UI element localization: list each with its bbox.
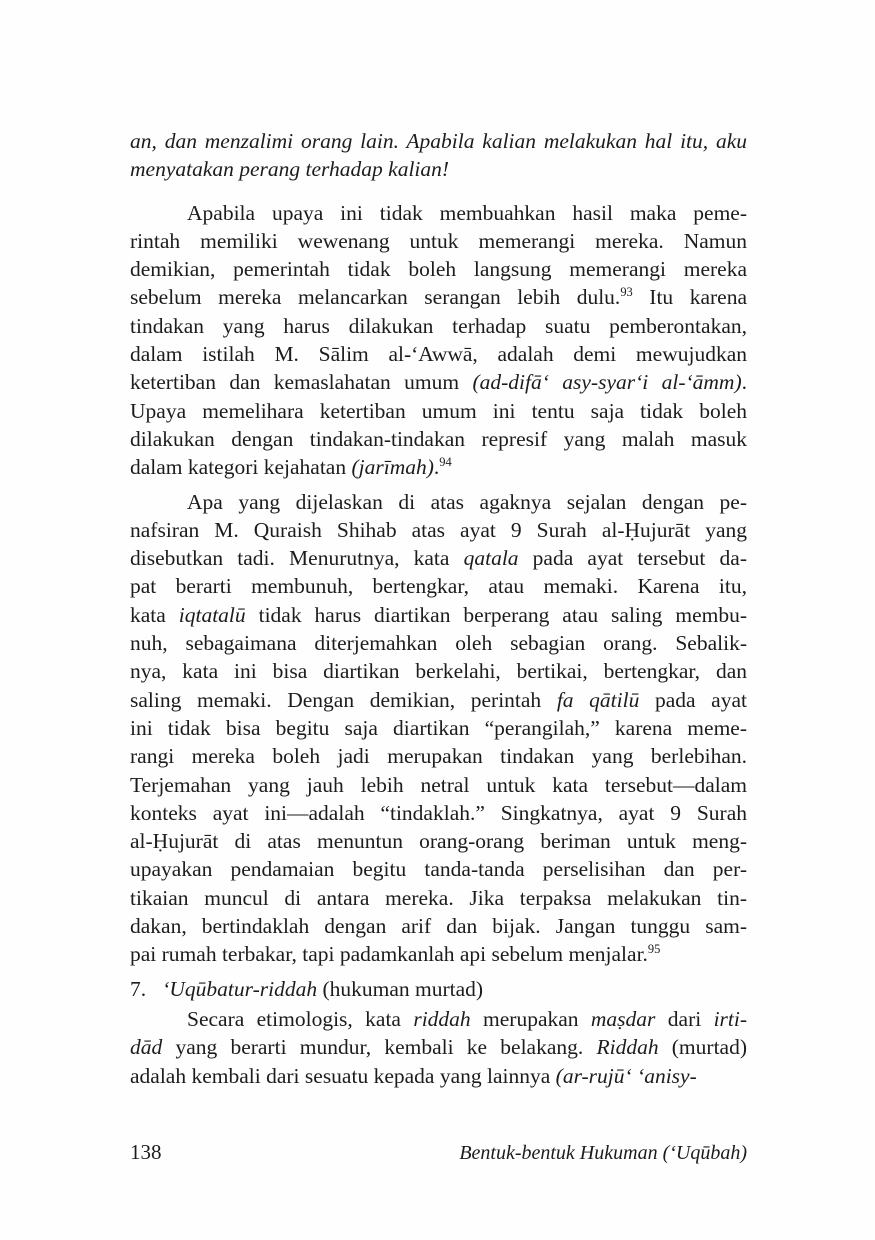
footnote-ref: 94 — [439, 455, 452, 470]
text-line — [130, 827, 747, 855]
text-segment: yang berarti mundur, kembali ke belakang. — [162, 1035, 597, 1060]
text-line — [130, 884, 747, 912]
text-line — [130, 1062, 747, 1090]
text-segment: demikian, pemerintah tidak boleh langsung memerangi mereka — [130, 257, 747, 282]
text-segment: kata — [130, 602, 179, 627]
text-line — [130, 516, 747, 544]
text-segment: nafsiran M. Quraish Shihab atas ayat 9 Surah al-Ḥujurāt yang — [130, 517, 747, 542]
text-line — [130, 255, 747, 283]
paragraph-pemberontakan — [130, 199, 747, 482]
text-line — [130, 544, 747, 572]
text-line — [130, 975, 747, 1003]
text-segment: rangi mereka boleh jadi merupakan tindakan yang berlebihan. — [130, 744, 747, 769]
paragraph-quraish-shihab — [130, 488, 747, 969]
text-line — [130, 912, 747, 940]
text-line — [130, 572, 747, 600]
text-line — [130, 771, 747, 799]
text-segment: tikaian muncul di antara mereka. Jika terpaksa melakukan tin- — [130, 885, 747, 910]
text-line — [130, 368, 747, 396]
text-column — [130, 127, 747, 1090]
paragraph-riddah-etimologi — [130, 1005, 747, 1090]
section-heading-uqubatur-riddah — [130, 975, 747, 1003]
italic-term: (jarīmah) — [351, 455, 434, 480]
italic-term: ‘Uqūbatur-riddah — [162, 976, 318, 1001]
text-line — [130, 742, 747, 770]
text-segment: al-Ḥujurāt di atas menuntun orang-orang beriman untuk meng- — [130, 829, 747, 854]
text-line — [130, 1005, 747, 1033]
text-segment: pai rumah terbakar, tapi padamkanlah api sebelum menjalar. — [130, 942, 648, 967]
text-line — [130, 488, 747, 516]
text-segment: (murtad) — [658, 1035, 747, 1060]
text-segment: menyatakan perang terhadap kalian! — [130, 157, 450, 182]
text-line — [130, 283, 747, 311]
page-number: 138 — [130, 1140, 162, 1164]
quote-continuation — [130, 127, 747, 184]
page-footer — [130, 1140, 747, 1165]
text-segment: nuh, sebagaimana diterjemahkan oleh sebagian orang. Sebalik- — [130, 631, 747, 656]
text-segment: dakan, bertindaklah dengan arif dan bijak. Jangan tunggu sam- — [130, 914, 747, 939]
text-line — [130, 1033, 747, 1061]
text-line — [130, 657, 747, 685]
italic-term: dād — [130, 1035, 163, 1060]
text-segment: sebelum mereka melancarkan serangan lebih dulu. — [130, 285, 621, 310]
text-segment: an, dan menzalimi orang lain. Apabila kalian melakukan hal itu, aku — [130, 129, 747, 153]
text-line — [130, 227, 747, 255]
text-segment: Itu karena — [632, 285, 747, 310]
text-segment: . — [433, 455, 440, 480]
text-segment: rintah memiliki wewenang untuk memerangi mereka. Namun — [130, 228, 747, 253]
text-line — [130, 199, 747, 227]
italic-term: fa qātilū — [556, 687, 640, 712]
text-segment: Terjemahan yang jauh lebih netral untuk kata tersebut—dalam — [130, 772, 747, 797]
text-line — [130, 601, 747, 629]
text-line — [130, 127, 747, 155]
text-segment: Apa yang dijelaskan di atas agaknya sejalan dengan pe- — [187, 489, 747, 514]
italic-term: maṣdar — [590, 1006, 656, 1031]
text-segment: dilakukan dengan tindakan-tindakan represif yang malah masuk — [130, 426, 747, 451]
text-segment: dari — [655, 1006, 714, 1031]
text-line — [130, 340, 747, 368]
footnote-ref: 93 — [620, 285, 633, 300]
text-segment: tindakan yang harus dilakukan terhadap suatu pemberontakan, — [130, 313, 747, 338]
italic-term: (ad-difā‘ asy-syar‘i al-‘āmm) — [472, 370, 742, 395]
text-segment: ketertiban dan kemaslahatan umum — [130, 370, 473, 395]
text-line — [130, 686, 747, 714]
text-segment: tidak harus diartikan berperang atau saling membu- — [245, 602, 747, 627]
footnote-ref: 95 — [647, 942, 661, 957]
text-line — [130, 714, 747, 742]
italic-term: (ar-rujū‘ ‘anisy- — [555, 1063, 697, 1088]
text-segment: dalam kategori kejahatan — [130, 455, 352, 480]
text-segment: upayakan pendamaian begitu tanda-tanda perselisihan dan per- — [130, 857, 747, 882]
italic-term: iqtatalū — [178, 602, 246, 627]
text-segment: (hukuman murtad) — [317, 976, 484, 1001]
running-title: Bentuk-bentuk Hukuman (‘Uqūbah) — [459, 1142, 747, 1164]
text-line — [130, 453, 747, 481]
italic-term: Riddah — [596, 1035, 659, 1060]
text-segment: merupakan — [470, 1006, 591, 1031]
text-segment: ini tidak bisa begitu saja diartikan “perangilah,” karena meme- — [130, 715, 747, 740]
text-line — [130, 940, 747, 968]
text-segment: pada ayat — [639, 687, 747, 712]
text-segment: 7. — [130, 976, 163, 1001]
text-line — [130, 629, 747, 657]
text-segment: adalah kembali dari sesuatu kepada yang lainnya — [130, 1063, 556, 1088]
text-line — [130, 425, 747, 453]
text-segment: konteks ayat ini—adalah “tindaklah.” Singkatnya, ayat 9 Surah — [130, 800, 747, 825]
text-line — [130, 855, 747, 883]
text-segment: Secara etimologis, kata — [187, 1006, 414, 1031]
text-segment: pat berarti membunuh, bertengkar, atau memaki. Karena itu, — [130, 574, 747, 599]
text-segment: nya, kata ini bisa diartikan berkelahi, bertikai, bertengkar, dan — [130, 659, 747, 684]
text-segment: pada ayat tersebut da- — [518, 546, 747, 571]
text-line — [130, 799, 747, 827]
text-segment: Upaya memelihara ketertiban umum ini tentu saja tidak boleh — [130, 398, 747, 423]
text-line — [130, 397, 747, 425]
text-segment: . — [741, 370, 747, 395]
italic-term: riddah — [413, 1006, 471, 1031]
italic-term: irti- — [713, 1006, 748, 1031]
italic-term: qatala — [463, 546, 519, 571]
text-segment: Apabila upaya ini tidak membuahkan hasil maka peme- — [187, 200, 747, 225]
text-segment: disebutkan tadi. Menurutnya, kata — [130, 546, 464, 571]
text-segment: dalam istilah M. Sālim al-‘Awwā, adalah demi mewujudkan — [130, 342, 747, 367]
text-line — [130, 155, 747, 183]
text-line — [130, 312, 747, 340]
text-segment: saling memaki. Dengan demikian, perintah — [130, 687, 557, 712]
